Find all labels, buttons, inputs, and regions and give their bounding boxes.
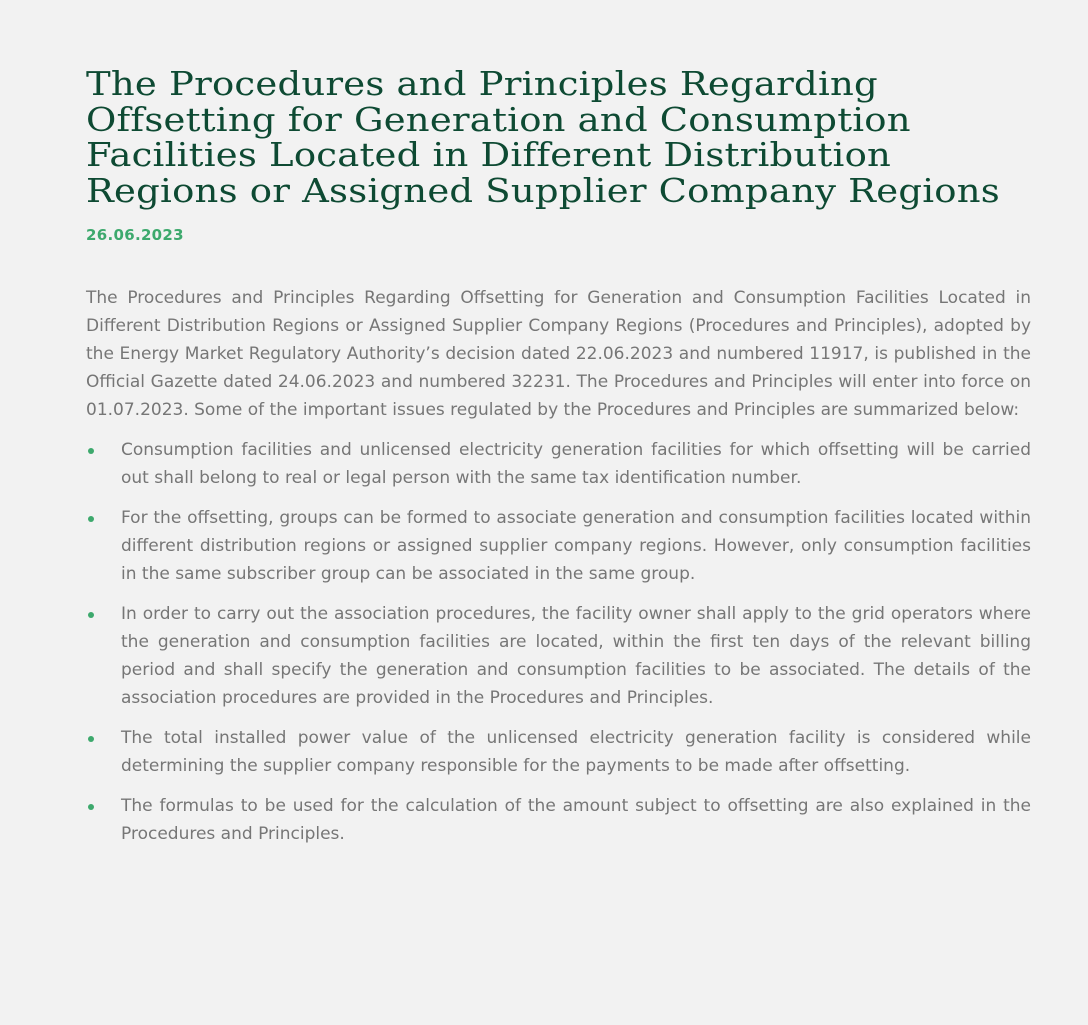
article (86, 66, 1031, 860)
intro-paragraph: The Procedures and Principles Regarding Offsetting for Generation and Consumption Facilities Located in Different Distribution Regions or Assigned Supplier Company Regions (Procedures and Principles), adopted by the Energy Market Regulatory Authority’s decision dated 22.06.2023 and numbered 11917, is published in the Official Gazette dated 24.06.2023 and numbered 32231. The Procedures and Principles will enter into force on 01.07.2023. Some of the important issues regulated by the Procedures and Principles are summarized below: (86, 288, 1031, 420)
publish-date: 26.06.2023 (86, 226, 184, 244)
list-item-text: For the offsetting, groups can be formed to associate generation and consumption facilities located within different distribution regions or assigned supplier company regions. However, only consumption facilities in the same subscriber group can be associated in the same group. (121, 508, 1031, 584)
summary-list (86, 436, 1031, 848)
bullet-dot-icon (88, 516, 94, 522)
list-item-text: The formulas to be used for the calculation of the amount subject to offsetting are also explained in the Procedures and Principles. (121, 796, 1031, 844)
list-item (86, 600, 1031, 712)
bullet-dot-icon (88, 736, 94, 742)
list-item-text: In order to carry out the association procedures, the facility owner shall apply to the grid operators where the generation and consumption facilities are located, within the first ten days of the relevant billing period and shall specify the generation and consumption facilities to be associated. The details of the association procedures are provided in the Procedures and Principles. (121, 604, 1031, 708)
bullet-dot-icon (88, 448, 94, 454)
list-item-text: Consumption facilities and unlicensed electricity generation facilities for which offsetting will be carried out shall belong to real or legal person with the same tax identification number. (121, 440, 1031, 488)
list-item (86, 504, 1031, 588)
list-item (86, 436, 1031, 492)
page-title: The Procedures and Principles Regarding Offsetting for Generation and Consumption Facilities Located in Different Distribution Regions or Assigned Supplier Company Regions (86, 64, 1000, 210)
list-item (86, 792, 1031, 848)
bullet-dot-icon (88, 804, 94, 810)
list-item-text: The total installed power value of the unlicensed electricity generation facility is considered while determining the supplier company responsible for the payments to be made after offsetting. (121, 728, 1031, 776)
list-item (86, 724, 1031, 780)
bullet-dot-icon (88, 612, 94, 618)
